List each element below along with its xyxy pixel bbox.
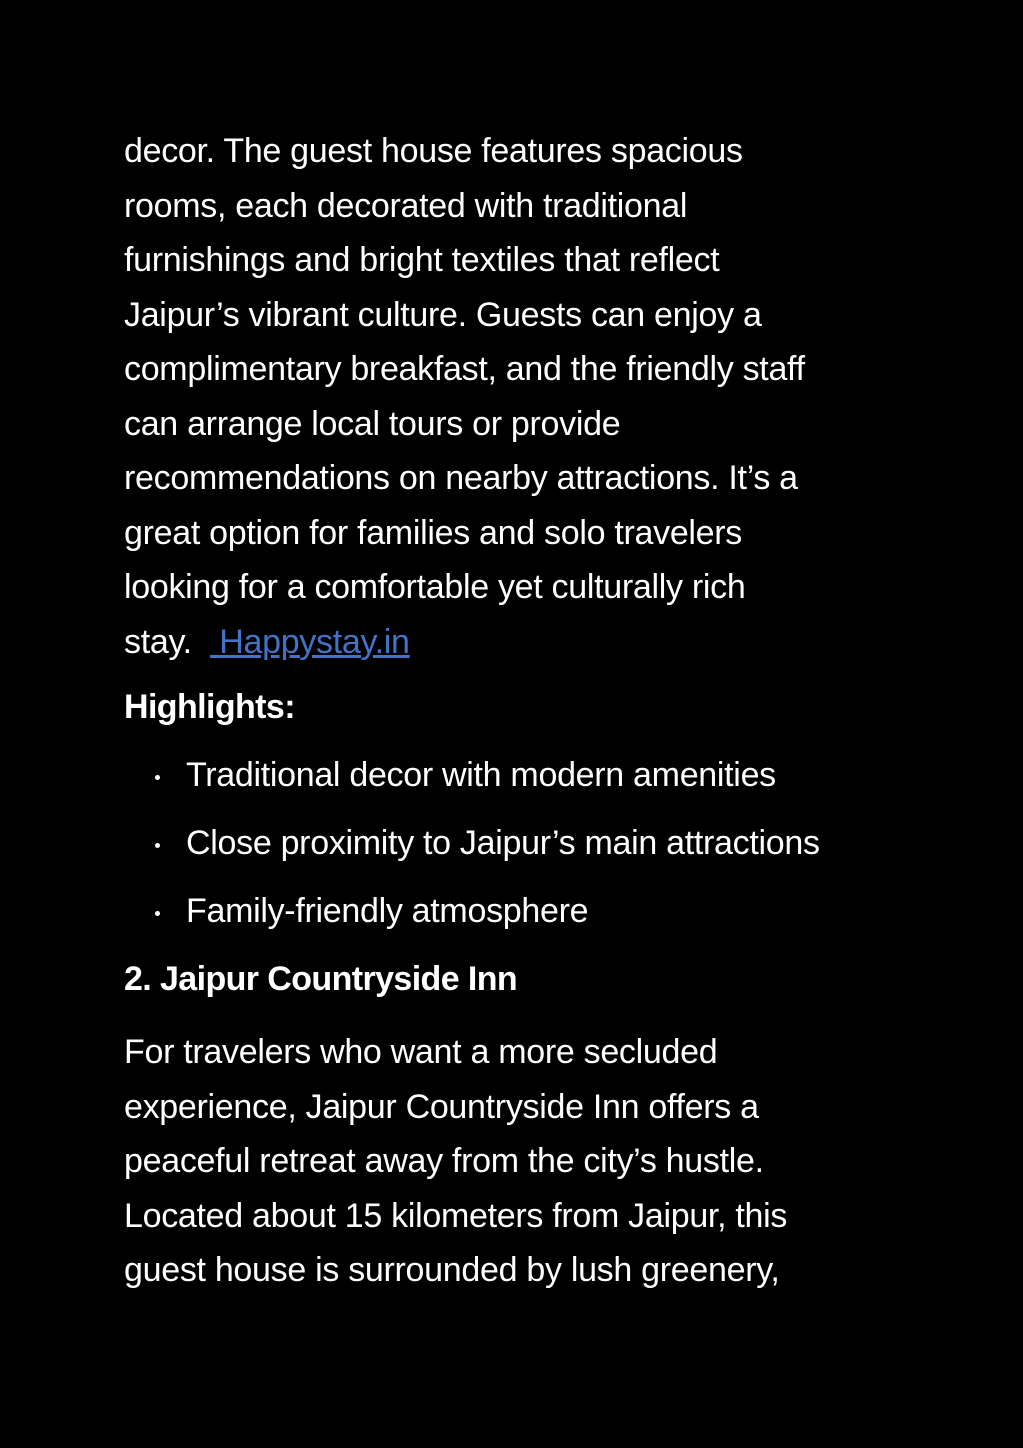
highlights-heading: Highlights: [124,688,295,726]
intro-paragraph [124,124,914,669]
section-heading: 2. Jaipur Countryside Inn [124,960,518,998]
text-line: guest house is surrounded by lush greenery, [124,1251,780,1289]
text-line: furnishings and bright textiles that reflect [124,241,720,279]
text-line: Located about 15 kilometers from Jaipur, this [124,1196,788,1235]
text-line: For travelers who want a more secluded [124,1033,718,1071]
list-item [124,889,914,933]
section-paragraph [124,1025,914,1298]
text-line: peaceful retreat away from the city’s hustle. [124,1142,764,1180]
text-line: recommendations on nearby attractions. It’s a [124,459,798,497]
text-line: decor. The guest house features spacious [124,132,743,170]
text-line: stay. [124,622,211,661]
happystay-link[interactable]: Happystay.in [210,622,410,661]
highlights-list [124,753,914,933]
list-item-text: Family-friendly atmosphere [186,892,589,930]
document-page [124,124,914,1298]
bullet-icon [155,911,160,916]
text-line: great option for families and solo travelers [124,513,743,552]
text-line: Jaipur’s vibrant culture. Guests can enjoy a [124,295,762,334]
list-item [124,821,914,865]
bullet-icon [155,775,160,780]
list-item-text: Traditional decor with modern amenities [186,756,776,794]
text-line: experience, Jaipur Countryside Inn offers a [124,1087,759,1126]
list-item [124,753,914,797]
bullet-icon [155,843,160,848]
list-item-text: Close proximity to Jaipur’s main attractions [186,824,820,862]
text-line: rooms, each decorated with traditional [124,186,688,225]
text-line: can arrange local tours or provide [124,404,621,443]
text-line: complimentary breakfast, and the friendly staff [124,350,805,388]
text-line: looking for a comfortable yet culturally rich [124,568,746,606]
